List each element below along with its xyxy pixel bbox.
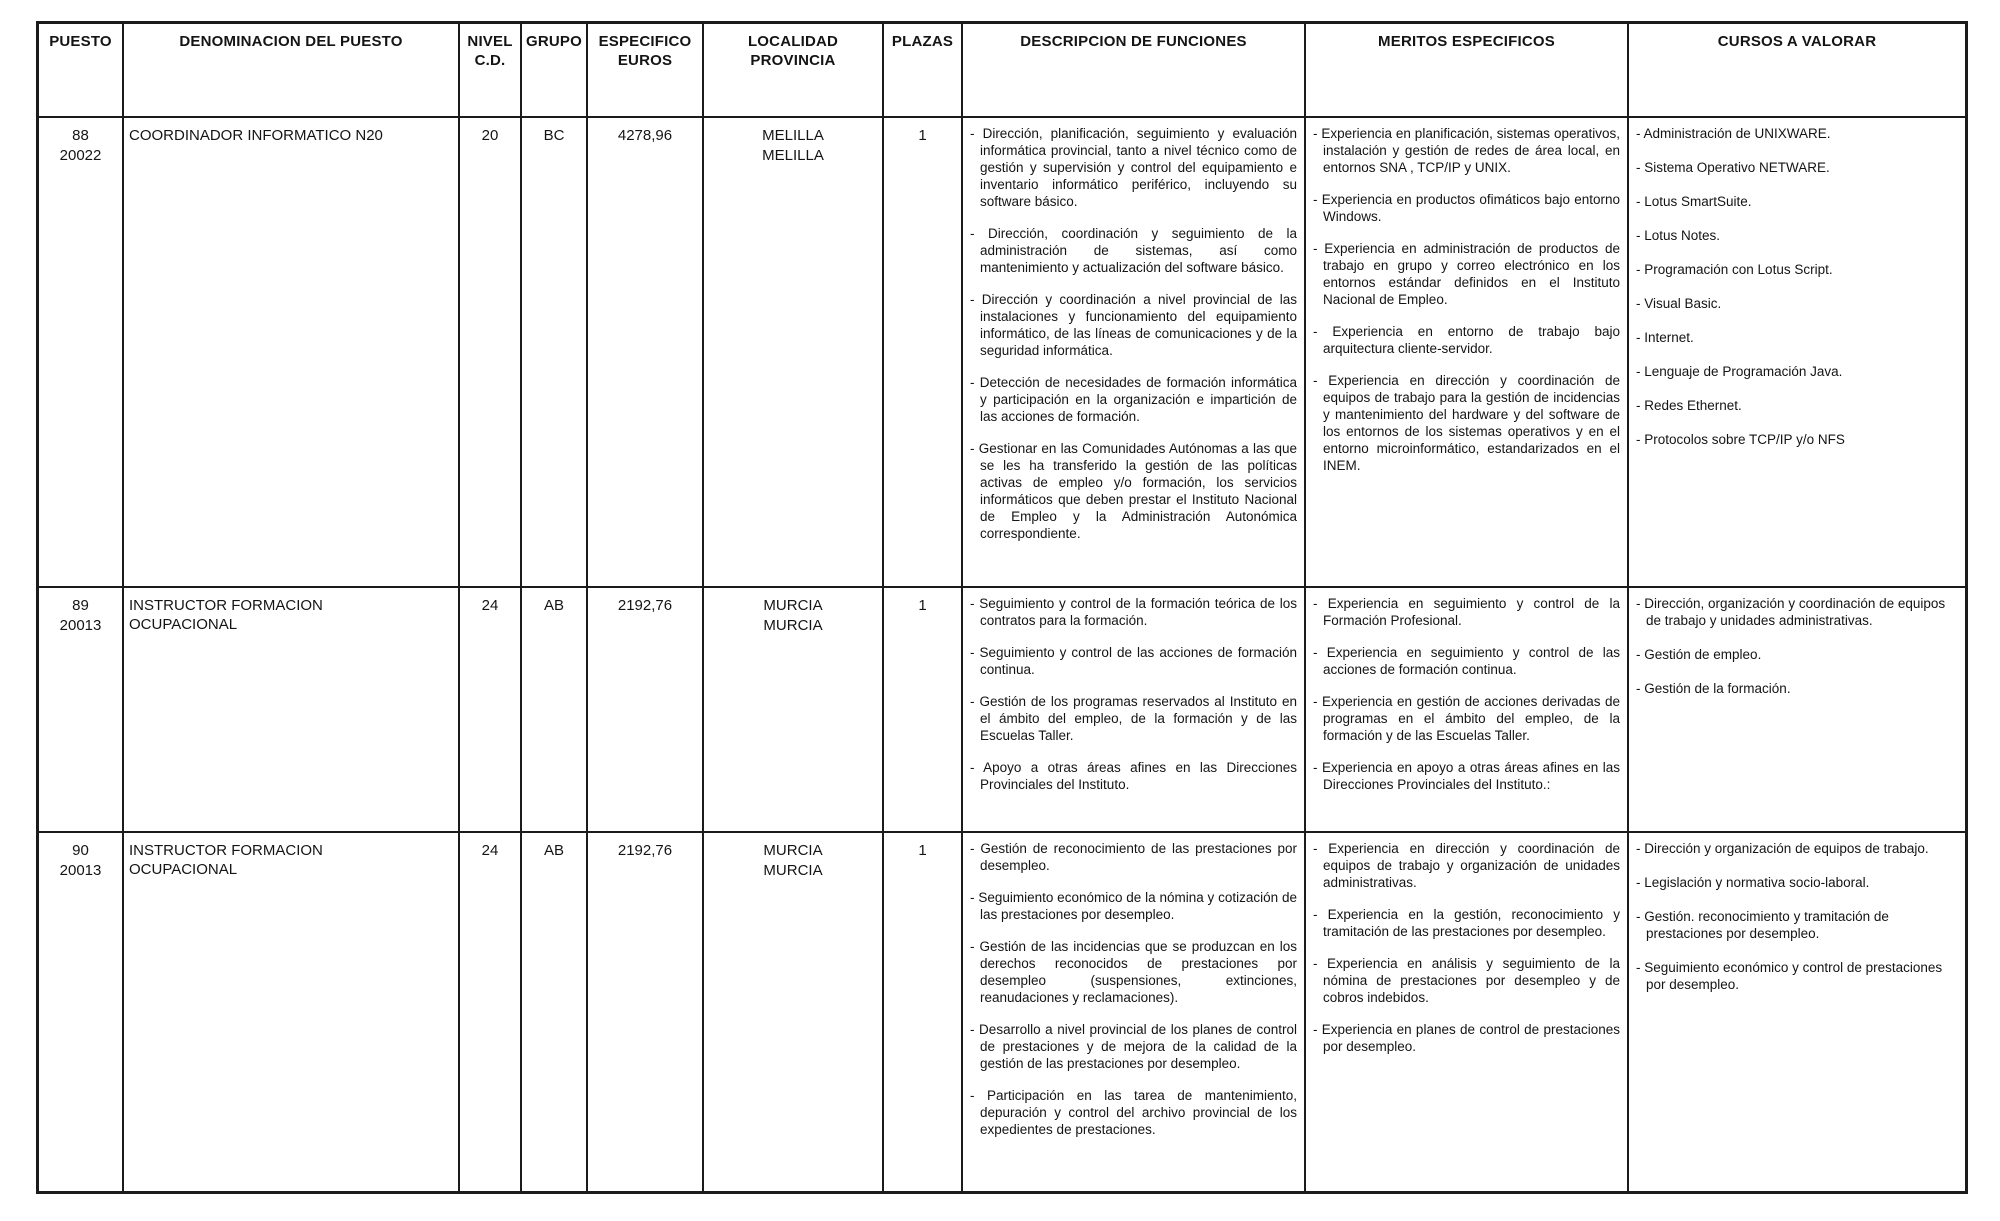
cell-especifico: 4278,96 xyxy=(586,118,702,586)
cell-localidad: MELILLA MELILLA xyxy=(702,118,882,586)
cell-funciones: - Gestión de reconocimiento de las prestaciones por desempleo. - Seguimiento económico de la nómina y cotización de las prestaciones por desempleo. - Gestión de las incidencias que se produzcan en los derechos reconocidos de prestaciones por desempleo (suspensiones, extinciones, reanudaciones y reclamaciones). - Desarrollo a nivel provincial de los planes de control de prestaciones y de mejora de la calidad de la gestión de las prestaciones por desempleo. - Participación en las tarea de mantenimiento, depuración y control del archivo provincial de los expedientes de prestaciones. xyxy=(961,833,1304,1191)
cell-cursos: - Dirección y organización de equipos de trabajo. - Legislación y normativa socio-laboral. - Gestión. reconocimiento y tramitación de prestaciones por desempleo. - Seguimiento económico y control de prestaciones por desempleo. xyxy=(1627,833,1965,1191)
cell-cursos: - Administración de UNIXWARE. - Sistema Operativo NETWARE. - Lotus SmartSuite. - Lotus Notes. - Programación con Lotus Script. - Visual Basic. - Internet. - Lenguaje de Programación Java. - Redes Ethernet. - Protocolos sobre TCP/IP y/o NFS xyxy=(1627,118,1965,586)
table-header-row xyxy=(39,24,1965,116)
cell-localidad: MURCIA MURCIA xyxy=(702,833,882,1191)
cell-funciones: - Seguimiento y control de la formación teórica de los contratos para la formación. - Seguimiento y control de las acciones de formación continua. - Gestión de los programas reservados al Instituto en el ámbito del empleo, de la formación y de las Escuelas Taller. - Apoyo a otras áreas afines en las Direcciones Provinciales del Instituto. xyxy=(961,588,1304,831)
job-positions-table xyxy=(36,21,1968,1194)
table-row-89 xyxy=(39,586,1965,831)
cell-denominacion: INSTRUCTOR FORMACION OCUPACIONAL xyxy=(122,588,458,831)
header-nivel: NIVEL C.D. xyxy=(458,24,520,116)
header-especifico: ESPECIFICO EUROS xyxy=(586,24,702,116)
header-meritos: MERITOS ESPECIFICOS xyxy=(1304,24,1627,116)
cell-funciones: - Dirección, planificación, seguimiento y evaluación informática provincial, tanto a nivel técnico como de gestión y supervisión y control del equipamiento e inventario informático periférico, incluyendo su software básico. - Dirección, coordinación y seguimiento de la administración de sistemas, así como mantenimiento y actualización del software básico. - Dirección y coordinación a nivel provincial de las instalaciones y funcionamiento del equipamiento informático, de las líneas de comunicaciones y de la seguridad informática. - Detección de necesidades de formación informática y participación en la organización e impartición de las acciones de formación. - Gestionar en las Comunidades Autónomas a las que se les ha transferido la gestión de las políticas activas de empleo y/o formación, los servicios informáticos que deben prestar el Instituto Nacional de Empleo y la Administración Autonómica correspondiente. xyxy=(961,118,1304,586)
cell-grupo: BC xyxy=(520,118,586,586)
cell-meritos: - Experiencia en dirección y coordinación de equipos de trabajo y organización de unidades administrativas. - Experiencia en la gestión, reconocimiento y tramitación de las prestaciones por desempleo. - Experiencia en análisis y seguimiento de la nómina de prestaciones por desempleo y de cobros indebidos. - Experiencia en planes de control de prestaciones por desempleo. xyxy=(1304,833,1627,1191)
header-cursos: CURSOS A VALORAR xyxy=(1627,24,1965,116)
cell-puesto xyxy=(39,588,122,831)
table-row-88 xyxy=(39,116,1965,586)
puesto-codigo: 20013 xyxy=(59,862,102,879)
puesto-codigo: 20022 xyxy=(59,147,102,164)
header-localidad: LOCALIDAD PROVINCIA xyxy=(702,24,882,116)
cell-cursos: - Dirección, organización y coordinación de equipos de trabajo y unidades administrativas. - Gestión de empleo. - Gestión de la formación. xyxy=(1627,588,1965,831)
cell-grupo: AB xyxy=(520,588,586,831)
puesto-numero: 88 xyxy=(72,127,89,144)
cell-nivel: 24 xyxy=(458,588,520,831)
cell-denominacion: INSTRUCTOR FORMACION OCUPACIONAL xyxy=(122,833,458,1191)
header-denominacion: DENOMINACION DEL PUESTO xyxy=(122,24,458,116)
cell-especifico: 2192,76 xyxy=(586,588,702,831)
puesto-numero: 89 xyxy=(72,597,89,614)
cell-meritos: - Experiencia en planificación, sistemas operativos, instalación y gestión de redes de área local, en entornos SNA , TCP/IP y UNIX. - Experiencia en productos ofimáticos bajo entorno Windows. - Experiencia en administración de productos de trabajo en grupo y correo electrónico en los entornos estándar definidos en el Instituto Nacional de Empleo. - Experiencia en entorno de trabajo bajo arquitectura cliente-servidor. - Experiencia en dirección y coordinación de equipos de trabajo para la gestión de incidencias y mantenimiento del hardware y del software de los entornos de los sistemas operativos y en el entorno microinformático, estandarizados en el INEM. xyxy=(1304,118,1627,586)
cell-meritos: - Experiencia en seguimiento y control de la Formación Profesional. - Experiencia en seguimiento y control de las acciones de formación continua. - Experiencia en gestión de acciones derivadas de programas en el ámbito del empleo, de la formación y de las Escuelas Taller. - Experiencia en apoyo a otras áreas afines en las Direcciones Provinciales del Instituto.: xyxy=(1304,588,1627,831)
cell-grupo: AB xyxy=(520,833,586,1191)
cell-plazas: 1 xyxy=(882,118,961,586)
table-row-90 xyxy=(39,831,1965,1191)
cell-plazas: 1 xyxy=(882,833,961,1191)
cell-nivel: 24 xyxy=(458,833,520,1191)
cell-puesto xyxy=(39,118,122,586)
cell-puesto xyxy=(39,833,122,1191)
puesto-codigo: 20013 xyxy=(59,617,102,634)
cell-especifico: 2192,76 xyxy=(586,833,702,1191)
puesto-numero: 90 xyxy=(72,842,89,859)
header-puesto: PUESTO xyxy=(49,33,112,50)
cell-localidad: MURCIA MURCIA xyxy=(702,588,882,831)
cell-nivel: 20 xyxy=(458,118,520,586)
cell-plazas: 1 xyxy=(882,588,961,831)
header-grupo: GRUPO xyxy=(520,24,586,116)
header-funciones: DESCRIPCION DE FUNCIONES xyxy=(961,24,1304,116)
cell-denominacion: COORDINADOR INFORMATICO N20 xyxy=(122,118,458,586)
header-plazas: PLAZAS xyxy=(882,24,961,116)
